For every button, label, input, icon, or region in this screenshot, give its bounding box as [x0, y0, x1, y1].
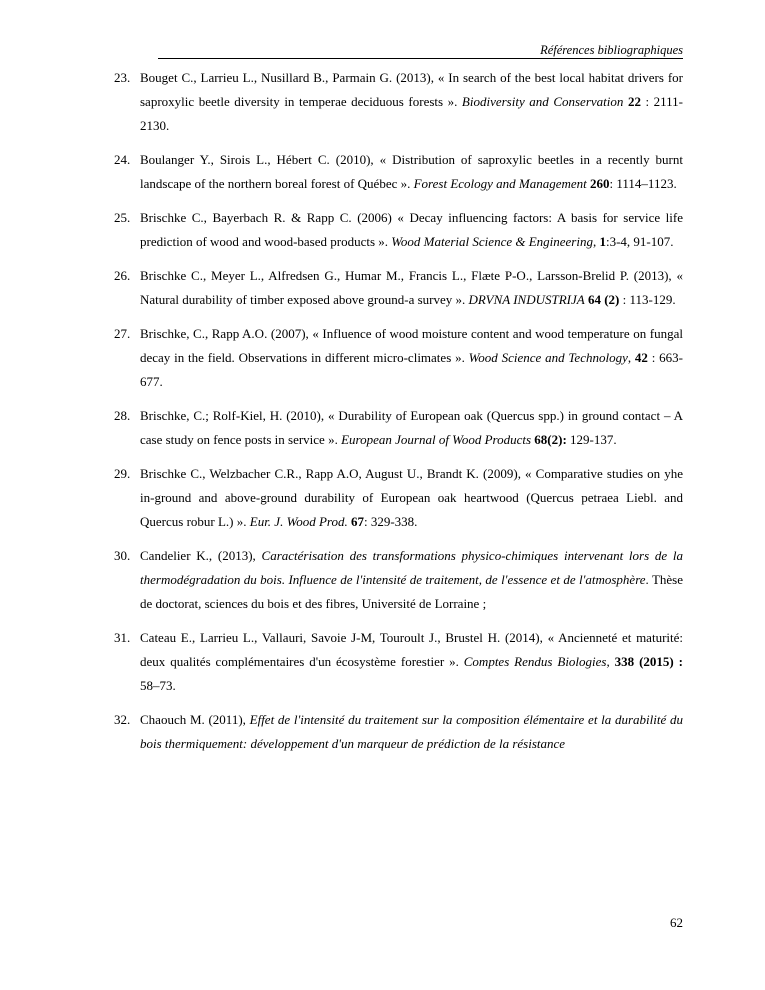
reference-segment: Brischke C., Bayerbach R. & Rapp C. (2006) « Decay influencing factors: A basis for service life prediction of wood and wood-based products ».	[140, 210, 683, 249]
reference-text	[140, 466, 683, 529]
reference-source-title: Wood Material Science & Engineering	[391, 234, 593, 249]
reference-text	[140, 210, 683, 249]
reference-number: 31.	[114, 630, 131, 645]
running-header	[158, 42, 683, 59]
reference-source-title: European Journal of Wood Products	[341, 432, 532, 447]
reference-segment: : 113-129.	[619, 292, 676, 307]
reference-segment: : 329-338.	[363, 514, 418, 529]
reference-volume: 68(2):	[534, 432, 567, 447]
reference-volume: 338 (2015) :	[614, 654, 683, 669]
reference-source-title: Biodiversity and Conservation	[461, 94, 624, 109]
reference-entry	[114, 206, 683, 254]
reference-text	[140, 268, 683, 307]
reference-segment: : 663-677.	[140, 350, 683, 389]
reference-segment: Boulanger Y., Sirois L., Hébert C. (2010), « Distribution of saproxylic beetles in a recently burnt landscape of the northern boreal forest of Québec ».	[140, 152, 683, 191]
reference-source-title: Comptes Rendus Biologies,	[463, 654, 610, 669]
reference-entry	[114, 66, 683, 138]
reference-segment: Brischke, C.; Rolf-Kiel, H. (2010), « Durability of European oak (Quercus spp.) in ground contact – A case study on fence posts in service ».	[140, 408, 683, 447]
reference-segment: Brischke, C., Rapp A.O. (2007), « Influence of wood moisture content and wood temperature on fungal decay in the field. Observations in different micro-climates ».	[140, 326, 683, 365]
reference-segment: 58–73.	[140, 678, 176, 693]
reference-entry	[114, 544, 683, 616]
reference-number: 32.	[114, 712, 131, 727]
reference-source-title: Wood Science and Technology	[468, 350, 628, 365]
reference-entry	[114, 462, 683, 534]
reference-entry	[114, 148, 683, 196]
reference-segment: Bouget C., Larrieu L., Nusillard B., Parmain G. (2013), « In search of the best local habitat drivers for saproxylic beetle diversity in temperae deciduous forests ».	[140, 70, 683, 109]
reference-volume: 67	[350, 514, 364, 529]
reference-number: 30.	[114, 548, 131, 563]
reference-number: 28.	[114, 408, 131, 423]
reference-text	[140, 408, 683, 447]
reference-volume: 22	[627, 94, 641, 109]
reference-source-title: Caractérisation des transformations physico-chimiques intervenant lors de la thermodégradation du bois. Influence de l'intensité de traitement, de l'essence et de l'atmosphère	[140, 548, 683, 587]
reference-segment: Chaouch M. (2011),	[140, 712, 250, 727]
reference-segment: : 2111-2130.	[140, 94, 684, 133]
reference-number: 25.	[114, 210, 131, 225]
reference-segment: Brischke C., Welzbacher C.R., Rapp A.O, August U., Brandt K. (2009), « Comparative studies on yhe in-ground and above-ground durability of European oak heartwood (Quercus petraea Liebl. and Quercus robur L.) ».	[140, 466, 683, 529]
reference-source-title: Forest Ecology and Management	[413, 176, 587, 191]
reference-segment: ,	[627, 350, 635, 365]
reference-text	[140, 548, 683, 611]
reference-volume: 1	[599, 234, 606, 249]
running-title: Références bibliographiques	[540, 43, 683, 57]
reference-text	[140, 152, 683, 191]
reference-number: 29.	[114, 466, 131, 481]
reference-entry	[114, 708, 683, 756]
reference-volume: 42	[634, 350, 648, 365]
reference-segment: Cateau E., Larrieu L., Vallauri, Savoie J-M, Touroult J., Brustel H. (2014), « Ancienneté et maturité: deux qualités complémentaires d'un écosystème forestier ».	[140, 630, 683, 669]
reference-text	[140, 630, 683, 693]
reference-entry	[114, 322, 683, 394]
reference-entry	[114, 404, 683, 452]
reference-number: 27.	[114, 326, 131, 341]
reference-segment: 129-137.	[566, 432, 617, 447]
reference-segment: ,	[592, 234, 600, 249]
reference-segment: : 1114–1123.	[609, 176, 677, 191]
reference-segment: Brischke C., Meyer L., Alfredsen G., Humar M., Francis L., Flæte P-O., Larsson-Brelid P. (2013), « Natural durability of timber exposed above ground-a survey ».	[140, 268, 683, 307]
reference-number: 24.	[114, 152, 131, 167]
reference-segment: :3-4, 91-107.	[605, 234, 674, 249]
reference-text	[140, 326, 683, 389]
reference-volume: 64 (2)	[587, 292, 620, 307]
reference-volume: 260	[590, 176, 610, 191]
reference-segment: Candelier K., (2013),	[140, 548, 262, 563]
reference-source-title: Eur. J. Wood Prod.	[249, 514, 348, 529]
reference-text	[140, 70, 683, 133]
reference-source-title: DRVNA INDUSTRIJA	[468, 292, 585, 307]
page-number: 62	[670, 915, 683, 930]
reference-entry	[114, 626, 683, 698]
reference-list	[114, 66, 683, 766]
reference-number: 23.	[114, 70, 131, 85]
reference-number: 26.	[114, 268, 131, 283]
reference-text	[140, 712, 683, 751]
reference-segment: . Thèse de doctorat, sciences du bois et des fibres, Université de Lorraine ;	[140, 572, 683, 611]
reference-source-title: Effet de l'intensité du traitement sur la composition élémentaire et la durabilité du bois thermiquement: développement d'un marqueur de prédiction de la résistance	[140, 712, 684, 751]
reference-entry	[114, 264, 683, 312]
